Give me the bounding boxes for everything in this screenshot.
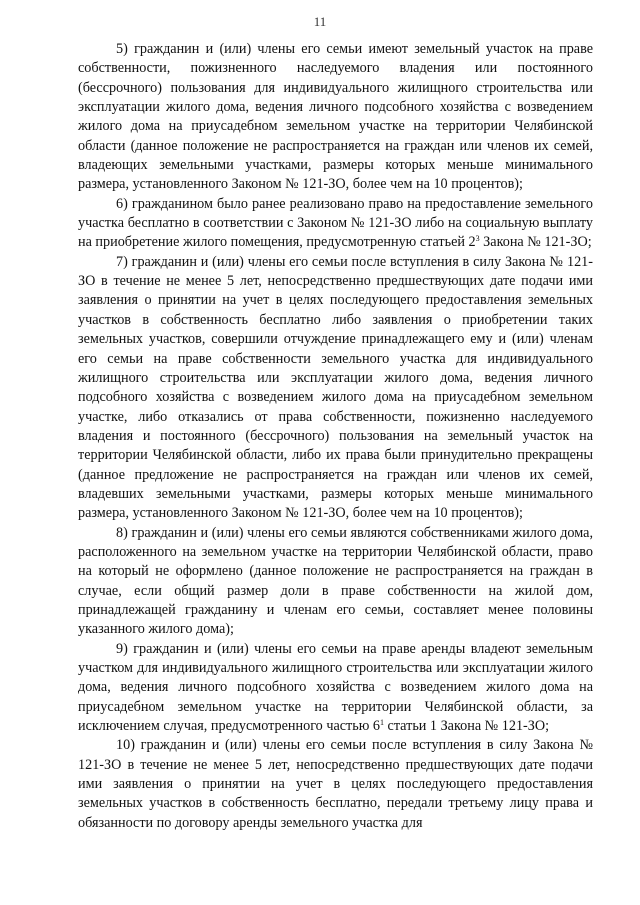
paragraph-item-9	[78, 640, 593, 737]
superscript-index: 1	[379, 718, 384, 728]
paragraph-item-7: 7) гражданин и (или) члены его семьи после вступления в силу Закона № 121-ЗО в течение не менее 5 лет, непосредственно предшествующих дате подачи ими заявления о принятии на учет в целях последующего предоставления земельных участков в собственность бесплатно либо заявления о приобретении таких земельных участков, совершили отчуждение принадлежащего ему и (или) членам его семьи на праве собственности земельного участка для индивидуального жилищного строительства или эксплуатации жилого дома, ведения личного подсобного хозяйства с возведением жилого дома на приусадебном земельном участке, либо отказались от права собственности, пожизненно наследуемого владения и постоянного (бессрочного) пользования на земельный участок на территории Челябинской области, либо их права были принудительно прекращены (данное предложение не распространяется на граждан или членов их семей, владевших земельными участками, размеры которых меньше минимального размера, установленного Законом № 121-ЗО, более чем на 10 процентов);	[78, 253, 593, 522]
paragraph-item-9-tail: статьи 1 Закона № 121-ЗО;	[383, 718, 550, 735]
paragraph-item-9-text: 9) гражданин и (или) члены его семьи на праве аренды владеют земельным участком для индивидуального жилищного строительства или эксплуатации жилого дома, ведения личного подсобного хозяйства с возведением жилого дома на приусадебном земельном участке на территории Челябинской области, за исключением случая, предусмотренного частью 6	[78, 640, 593, 735]
paragraph-item-6	[78, 195, 593, 253]
paragraph-item-10: 10) гражданин и (или) члены его семьи после вступления в силу Закона № 121-ЗО в течение не менее 5 лет, непосредственно предшествующих дате подачи ими заявления о принятии на учет в целях последующего предоставления земельных участков в собственность бесплатно, передали третьему лицу права и обязанности по договору аренды земельного участка для	[78, 737, 593, 831]
paragraph-item-6-text: 6) гражданином было ранее реализовано право на предоставление земельного участка бесплатно в соответствии с Законом № 121-ЗО либо на социальную выплату на приобретение жилого помещения, предусмотренную статьей 2	[78, 195, 593, 251]
paragraph-item-5: 5) гражданин и (или) члены его семьи имеют земельный участок на праве собственности, пожизненного наследуемого владения или постоянного (бессрочного) пользования для индивидуального жилищного строительства или эксплуатации жилого дома, ведения личного подсобного хозяйства с возведением жилого дома на приусадебном земельном участке на территории Челябинской области (данное положение не распространяется на граждан или членов их семей, владеющих земельными участками, размеры которых меньше минимального размера, установленного Законом № 121-ЗО, более чем на 10 процентов);	[78, 41, 593, 193]
paragraph-item-6-tail: Закона № 121-ЗО;	[479, 234, 592, 251]
superscript-index: 3	[475, 234, 480, 244]
document-body	[78, 40, 593, 833]
paragraph-item-8: 8) гражданин и (или) члены его семьи являются собственниками жилого дома, расположенного на земельном участке на территории Челябинской области, право на который не оформлено (данное положение не распространяется на граждан в случае, если общий размер доли в праве собственности на жилой дом, принадлежащей гражданину и членам его семьи, составляет менее половины указанного жилого дома);	[78, 524, 593, 638]
page-number: 11	[313, 14, 327, 29]
